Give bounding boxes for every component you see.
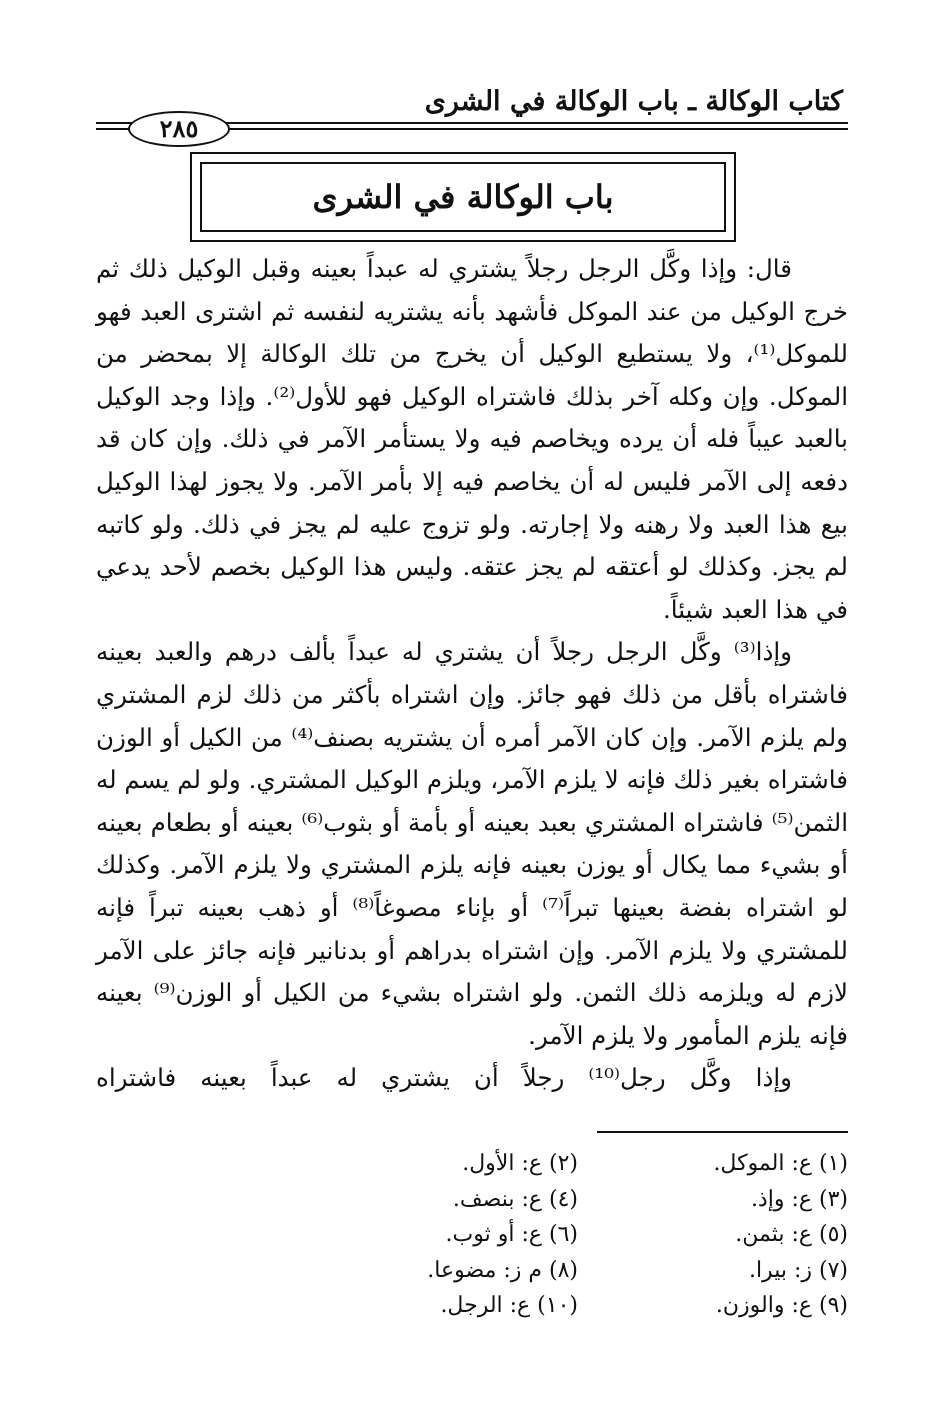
footnote: (٧) ز: بيرا. xyxy=(748,1257,848,1283)
footnote: (٣) ع: وإذ. xyxy=(750,1186,848,1212)
main-text xyxy=(96,248,848,1100)
footnote: (٨) م ز: مضوعا. xyxy=(427,1257,578,1283)
footnote: (٢) ع: الأول. xyxy=(462,1151,578,1176)
running-header-title: كتاب الوكالة ـ باب الوكالة في الشرى xyxy=(424,86,843,117)
paragraph: قال: وإذا وكَّل الرجل رجلاً يشتري له عبداً بعينه وقبل الوكيل ذلك ثم خرج الوكيل من عند الموكل فأشهد بأنه يشتريه لنفسه ثم اشترى العبد فهو للموكل⁽¹⁾، ولا يستطيع الوكيل أن يخرج من تلك الوكالة إلا بمحضر من الموكل. وإن وكله آخر بذلك فاشتراه الوكيل فهو للأول⁽²⁾. وإذا وجد الوكيل بالعبد عيباً فله أن يرده ويخاصم فيه ولا يستأمر الآمر في ذلك. وإن كان قد دفعه إلى الآمر فليس له أن يخاصم فيه إلا بأمر الآمر. ولا يجوز لهذا الوكيل بيع هذا العبد ولا رهنه ولا إجارته. ولو تزوج عليه لم يجز في ذلك. ولو كاتبه لم يجز. وكذلك لو أعتقه لم يجز عتقه. وليس هذا الوكيل بخصم لأحد يدعي في هذا العبد شيئاً. xyxy=(96,254,848,624)
paragraph: وإذا⁽³⁾ وكَّل الرجل رجلاً أن يشتري له عبداً بألف درهم والعبد بعينه فاشتراه بأقل من ذلك فهو جائز. وإن اشتراه بأكثر من ذلك لزم المشتري ولم يلزم الآمر. وإن كان الآمر أمره أن يشتريه بصنف⁽⁴⁾ من الكيل أو الوزن فاشتراه بغير ذلك فإنه لا يلزم الآمر، ويلزم الوكيل المشتري. ولو لم يسم له الثمن⁽⁵⁾ فاشتراه المشتري بعبد بعينه أو بأمة أو بثوب⁽⁶⁾ بعينه أو بطعام بعينه أو بشيء مما يكال أو يوزن بعينه فإنه يلزم المشتري ولا يلزم الآمر. وكذلك لو اشتراه بفضة بعينها تبراً⁽⁷⁾ أو بإناء مصوغاً⁽⁸⁾ أو ذهب بعينه تبراً فإنه للمشتري ولا يلزم الآمر. وإن اشتراه بدراهم أو بدنانير فإنه جائز على الآمر لازم له ويلزمه ذلك الثمن. ولو اشتراه بشيء من الكيل أو الوزن⁽⁹⁾ بعينه فإنه يلزم المأمور ولا يلزم الآمر. xyxy=(96,637,848,1050)
footnote-row xyxy=(288,1217,848,1253)
footnote-row xyxy=(288,1253,848,1289)
footnote: (١) ع: الموكل. xyxy=(713,1151,848,1176)
footnote-row xyxy=(288,1146,848,1182)
footnote: (٥) ع: بثمن. xyxy=(735,1222,848,1247)
footnote-row xyxy=(288,1182,848,1218)
chapter-title: باب الوكالة في الشرى xyxy=(200,162,726,232)
footnote: (٩) ع: والوزن. xyxy=(715,1293,848,1318)
footnote: (٦) ع: أو ثوب. xyxy=(445,1222,578,1247)
footnote: (٤) ع: بنصف. xyxy=(452,1186,578,1212)
footnote: (١٠) ع: الرجل. xyxy=(440,1293,578,1318)
footnote-row xyxy=(288,1288,848,1324)
paragraph: وإذا وكَّل رجل⁽¹⁰⁾ رجلاً أن يشتري له عبداً بعينه فاشتراه xyxy=(96,1063,792,1093)
footnotes xyxy=(288,1146,848,1324)
page-number-badge: ٢٨٥ xyxy=(128,111,230,147)
footnote-separator xyxy=(597,1131,848,1133)
